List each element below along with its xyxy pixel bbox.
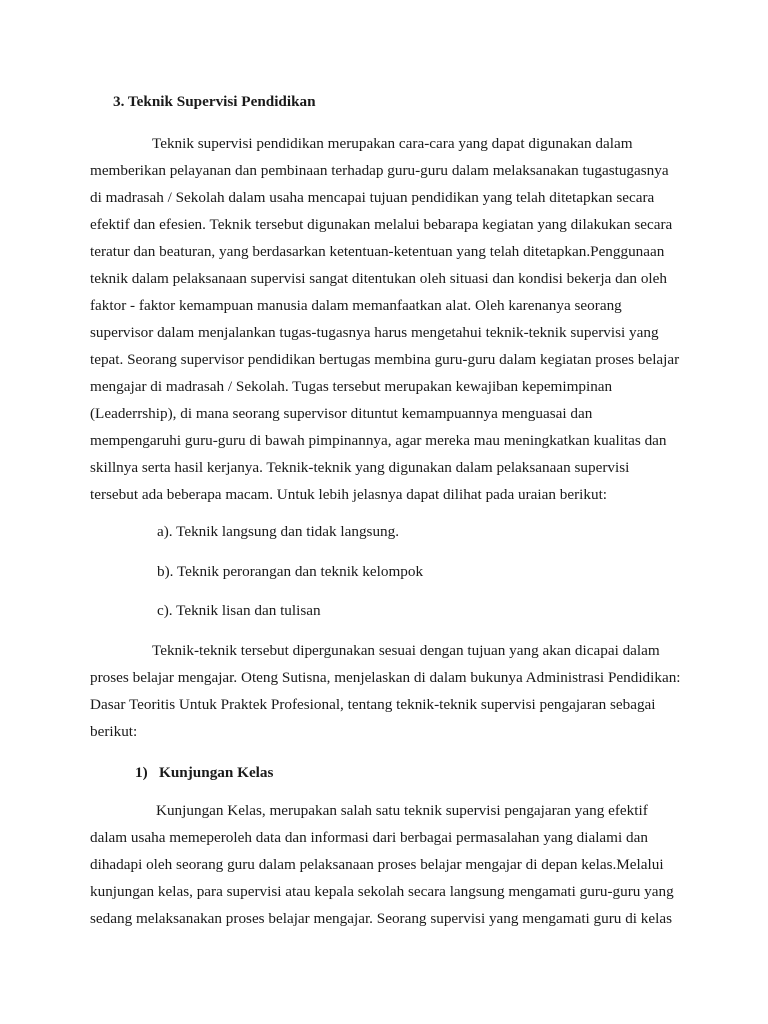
paragraph-line: teknik dalam pelaksanaan supervisi sangat ditentukan oleh situasi dan kondisi bekerja dan oleh <box>90 270 667 287</box>
paragraph-line: mengajar di madrasah / Sekolah. Tugas tersebut merupakan kewajiban kepemimpinan <box>90 378 613 395</box>
paragraph-line: Kunjungan Kelas, merupakan salah satu teknik supervisi pengajaran yang efektif <box>156 802 648 819</box>
paragraph-line: sedang melaksanakan proses belajar mengajar. Seorang supervisi yang mengamati guru di kelas <box>90 910 673 927</box>
paragraph-line: skillnya serta hasil kerjanya. Teknik-teknik yang digunakan dalam pelaksanaan supervisi <box>90 459 630 476</box>
paragraph-line: Teknik supervisi pendidikan merupakan cara-cara yang dapat digunakan dalam <box>152 135 633 152</box>
list-item: b). Teknik perorangan dan teknik kelompok <box>157 563 424 580</box>
paragraph-line: kunjungan kelas, para supervisi atau kepala sekolah secara langsung mengamati guru-guru yang <box>90 883 674 900</box>
paragraph-line: tepat. Seorang supervisor pendidikan bertugas membina guru-guru dalam kegiatan proses belajar <box>90 351 680 368</box>
paragraph-line: di madrasah / Sekolah dalam usaha mencapai tujuan pendidikan yang telah ditetapkan secara <box>90 189 655 206</box>
subsection-heading: 1) Kunjungan Kelas <box>135 764 274 781</box>
paragraph-line: berikut: <box>90 723 138 740</box>
paragraph-line: mempengaruhi guru-guru di bawah pimpinannya, agar mereka mau meningkatkan kualitas dan <box>90 432 667 449</box>
paragraph-line: teratur dan beaturan, yang berdasarkan ketentuan-ketentuan yang telah ditetapkan.Penggunaan <box>90 243 665 260</box>
list-item: a). Teknik langsung dan tidak langsung. <box>157 523 400 540</box>
paragraph-line: proses belajar mengajar. Oteng Sutisna, menjelaskan di dalam bukunya Administrasi Pendidikan: <box>90 669 681 686</box>
section-heading: 3. Teknik Supervisi Pendidikan <box>113 93 316 110</box>
paragraph-line: (Leaderrship), di mana seorang supervisor dituntut kemampuannya menguasai dan <box>90 405 593 422</box>
list-item: c). Teknik lisan dan tulisan <box>157 602 321 619</box>
paragraph-line: supervisor dalam menjalankan tugas-tugasnya harus mengetahui teknik-teknik supervisi yang <box>90 324 659 341</box>
paragraph-line: dihadapi oleh seorang guru dalam pelaksanaan proses belajar mengajar di depan kelas.Melalui <box>90 856 664 873</box>
paragraph-line: tersebut ada beberapa macam. Untuk lebih jelasnya dapat dilihat pada uraian berikut: <box>90 486 608 503</box>
paragraph-line: efektif dan efesien. Teknik tersebut digunakan melalui bebarapa kegiatan yang dilakukan secara <box>90 216 673 233</box>
paragraph-line: dalam usaha memeperoleh data dan informasi dari berbagai permasalahan yang dialami dan <box>90 829 648 846</box>
paragraph-line: Dasar Teoritis Untuk Praktek Profesional, tentang teknik-teknik supervisi pengajaran sebagai <box>90 696 656 713</box>
paragraph-line: faktor - faktor kemampuan manusia dalam memanfaatkan alat. Oleh karenanya seorang <box>90 297 622 314</box>
paragraph-line: Teknik-teknik tersebut dipergunakan sesuai dengan tujuan yang akan dicapai dalam <box>152 642 660 659</box>
paragraph-line: memberikan pelayanan dan pembinaan terhadap guru-guru dalam melaksanakan tugastugasnya <box>90 162 669 179</box>
